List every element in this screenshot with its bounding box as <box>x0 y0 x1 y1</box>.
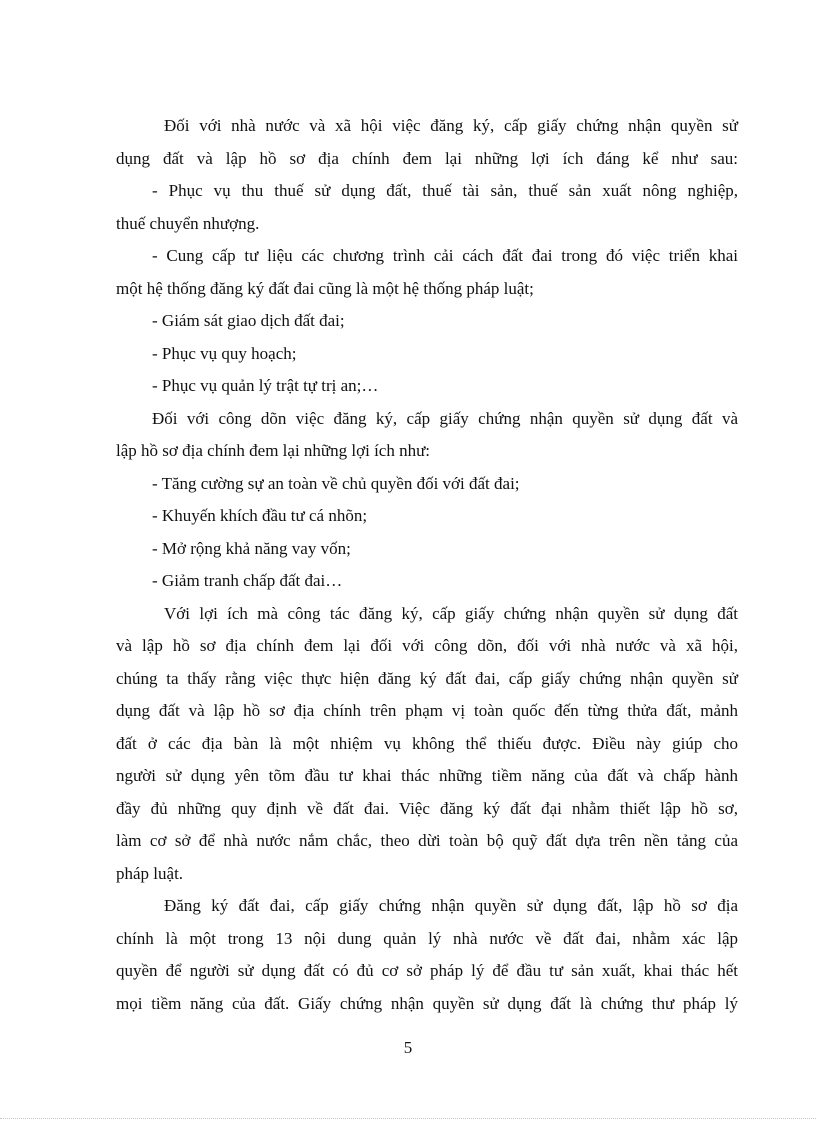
paragraph-line: Đối với công dõn việc đăng ký, cấp giấy chứng nhận quyền sử dụng đất và <box>152 408 738 428</box>
list-item-line: - Cung cấp tư liệu các chương trình cải cách đất đai trong đó việc triển khai <box>152 246 738 265</box>
paragraph-line: mọi tiềm năng của đất. Giấy chứng nhận quyền sử dụng đất là chứng thư pháp lý <box>116 993 738 1013</box>
paragraph-line: dụng đất và lập hồ sơ địa chính trên phạm vị toàn quốc đến từng thửa đất, mảnh <box>116 701 738 720</box>
paragraph-line: làm cơ sở để nhà nước nắm chắc, theo dừi toàn bộ quỹ đất dựa trên nền tảng của <box>116 831 738 850</box>
paragraph-line: chính là một trong 13 nội dung quản lý nhà nước về đất đai, nhằm xác lập <box>116 928 738 948</box>
paragraph-line: thuế chuyển nhượng. <box>116 213 260 233</box>
list-item-line: - Giảm tranh chấp đất đai… <box>152 571 343 590</box>
paragraph-line: Với lợi ích mà công tác đăng ký, cấp giấy chứng nhận quyền sử dụng đất <box>164 603 738 623</box>
paragraph-line: Đối với nhà nước và xã hội việc đăng ký, cấp giấy chứng nhận quyền sử <box>164 116 738 135</box>
list-item-line: - Giám sát giao dịch đất đai; <box>152 311 345 330</box>
list-item-line: - Phục vụ thu thuế sử dụng đất, thuế tài sản, thuế sản xuất nông nghiệp, <box>152 181 738 200</box>
paragraph-line: Đăng ký đất đai, cấp giấy chứng nhận quyền sử dụng đất, lập hồ sơ địa <box>164 896 738 915</box>
list-item-line: - Tăng cường sự an toàn về chủ quyền đối với đất đai; <box>152 473 520 493</box>
paragraph-line: đầy đủ những quy định về đất đai. Việc đăng ký đất đại nhằm thiết lập hồ sơ, <box>116 798 738 818</box>
paragraph-line: và lập hồ sơ địa chính đem lại đối với công dõn, đối với nhà nước và xã hội, <box>116 636 738 655</box>
list-item-line: - Mở rộng khả năng vay vốn; <box>152 538 351 558</box>
paragraph-line: quyền để người sử dụng đất có đủ cơ sở pháp lý để đầu tư sản xuất, khai thác hết <box>116 961 738 980</box>
paragraph-line: chúng ta thấy rằng việc thực hiện đăng ký đất đai, cấp giấy chứng nhận quyền sử <box>116 668 738 688</box>
paragraph-line: một hệ thống đăng ký đất đai cũng là một hệ thống pháp luật; <box>116 278 534 298</box>
list-item-line: - Phục vụ quy hoạch; <box>152 343 297 363</box>
body-text <box>116 110 738 1020</box>
list-item-line: - Phục vụ quản lý trật tự trị an;… <box>152 376 379 395</box>
page-number: 5 <box>403 1038 413 1057</box>
paragraph-line: lập hồ sơ địa chính đem lại những lợi ích như: <box>116 441 431 460</box>
paragraph-line: dụng đất và lập hồ sơ địa chính đem lại những lợi ích đáng kể như sau: <box>116 148 738 168</box>
paragraph-line: người sử dụng yên tõm đầu tư khai thác những tiềm năng của đất và chấp hành <box>116 766 738 785</box>
list-item-line: - Khuyến khích đầu tư cá nhõn; <box>152 506 368 525</box>
paragraph-line: pháp luật. <box>116 863 184 883</box>
page-bottom-divider <box>0 1118 816 1119</box>
paragraph-line: đất ở các địa bàn là một nhiệm vụ không thể thiếu được. Điều này giúp cho <box>116 733 738 753</box>
